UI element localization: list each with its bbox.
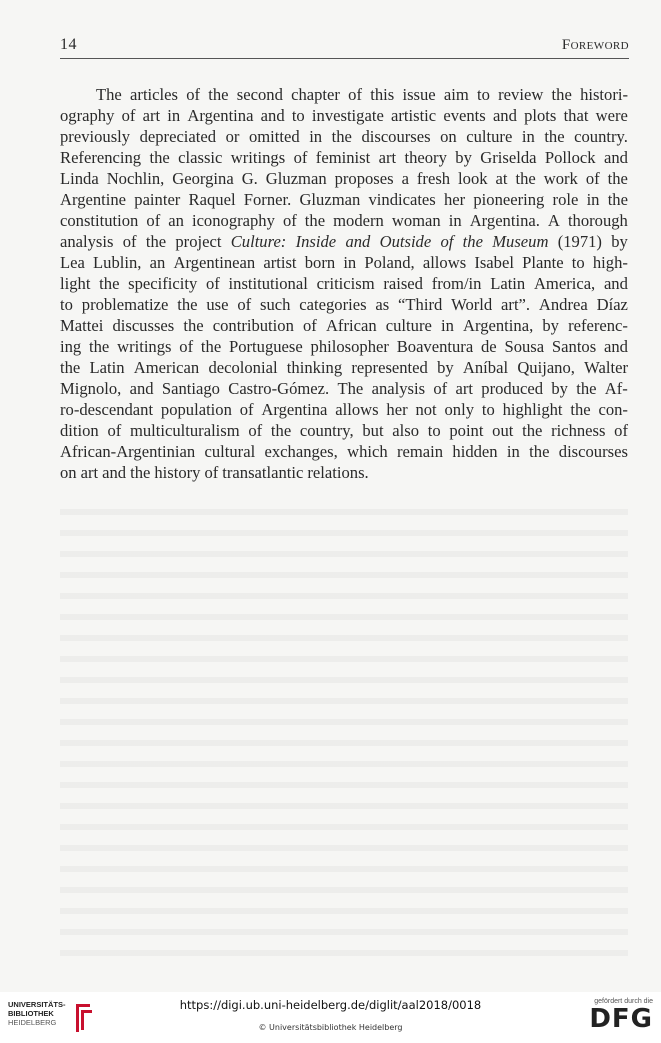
text-line bbox=[60, 210, 628, 231]
word: art bbox=[378, 148, 397, 167]
word: country. bbox=[574, 127, 628, 146]
word: and bbox=[345, 232, 371, 251]
word: of bbox=[614, 421, 628, 440]
word: the bbox=[515, 169, 536, 188]
word: by bbox=[437, 358, 454, 377]
word: the bbox=[177, 295, 198, 314]
funding-label: gefördert durch die bbox=[594, 998, 653, 1005]
word: in bbox=[448, 211, 462, 230]
word: fresh bbox=[416, 169, 451, 188]
word: Aníbal bbox=[462, 358, 509, 377]
text-line bbox=[60, 147, 628, 168]
word: discusses bbox=[112, 316, 175, 335]
word: second bbox=[236, 85, 283, 104]
word: to bbox=[481, 400, 495, 419]
word: or bbox=[225, 127, 240, 146]
word: but bbox=[362, 421, 384, 440]
word: which bbox=[347, 442, 388, 461]
word: allows bbox=[422, 253, 467, 272]
word: Museum bbox=[492, 232, 549, 251]
word: by bbox=[542, 316, 559, 335]
word: pioneering bbox=[473, 190, 545, 209]
word: of bbox=[107, 421, 122, 440]
word: exchanges, bbox=[264, 442, 338, 461]
viewer-footer bbox=[0, 992, 661, 1043]
word: in bbox=[586, 190, 600, 209]
word: only bbox=[444, 400, 475, 419]
word: issue bbox=[402, 85, 436, 104]
word: and bbox=[492, 106, 517, 125]
body-paragraph bbox=[60, 84, 628, 483]
word: institutional bbox=[228, 274, 308, 293]
word: her bbox=[443, 190, 466, 209]
text-line bbox=[60, 252, 628, 273]
word: art bbox=[142, 106, 161, 125]
word: of bbox=[440, 232, 454, 251]
text-line bbox=[60, 399, 628, 420]
word: and bbox=[603, 337, 628, 356]
text-line bbox=[60, 189, 628, 210]
word: categories bbox=[299, 295, 367, 314]
text-line bbox=[60, 84, 628, 105]
word: constitution bbox=[60, 211, 139, 230]
word: of bbox=[585, 169, 600, 188]
word: culture bbox=[466, 127, 513, 146]
word: Pollock bbox=[544, 148, 596, 167]
word: con- bbox=[598, 400, 628, 419]
word: ography bbox=[60, 106, 115, 125]
word: Griselda bbox=[480, 148, 537, 167]
word: highlight bbox=[502, 400, 563, 419]
word: feminist bbox=[315, 148, 371, 167]
word: American bbox=[133, 358, 200, 377]
word: the bbox=[304, 211, 326, 230]
word: Forner. bbox=[243, 190, 292, 209]
word: of bbox=[237, 295, 252, 314]
word: born bbox=[304, 253, 336, 272]
word: theory bbox=[404, 148, 447, 167]
word: the bbox=[331, 127, 352, 146]
word: of bbox=[186, 85, 201, 104]
word: allows bbox=[335, 400, 379, 419]
text-line bbox=[60, 294, 628, 315]
word: ro-descendant bbox=[60, 400, 154, 419]
word: of bbox=[204, 463, 219, 482]
word: Argentina bbox=[187, 106, 254, 125]
word: writings bbox=[230, 148, 286, 167]
word: omitted bbox=[248, 127, 300, 146]
text-line bbox=[60, 462, 628, 483]
running-head: Foreword bbox=[561, 37, 629, 53]
word: art bbox=[455, 379, 473, 398]
word: contribution bbox=[212, 316, 294, 335]
word: to bbox=[60, 295, 73, 314]
word: painter bbox=[134, 190, 181, 209]
word: Linda bbox=[60, 169, 99, 188]
word: the bbox=[200, 337, 222, 356]
word: the bbox=[60, 358, 81, 377]
word: and bbox=[603, 148, 628, 167]
word: Gluzman bbox=[265, 169, 327, 188]
word: the bbox=[576, 379, 597, 398]
word: at bbox=[495, 169, 508, 188]
word: dition bbox=[60, 421, 99, 440]
word: America, bbox=[533, 274, 596, 293]
word: Af- bbox=[604, 379, 628, 398]
word: criticism bbox=[316, 274, 375, 293]
word: the bbox=[183, 316, 204, 335]
word: writings bbox=[117, 337, 172, 356]
word: of bbox=[121, 106, 136, 125]
word: and bbox=[603, 274, 628, 293]
word: the bbox=[522, 421, 543, 440]
word: of bbox=[206, 274, 220, 293]
text-line bbox=[60, 378, 628, 399]
word: on bbox=[60, 463, 77, 482]
word: discourses bbox=[361, 127, 431, 146]
word: the bbox=[462, 232, 483, 251]
text-line bbox=[60, 336, 628, 357]
word: Plante bbox=[522, 253, 564, 272]
word: high- bbox=[592, 253, 628, 272]
word: of bbox=[433, 379, 448, 398]
word: by bbox=[551, 379, 568, 398]
word: World bbox=[451, 295, 493, 314]
word: Sousa bbox=[504, 337, 545, 356]
word: articles bbox=[130, 85, 178, 104]
word: G. bbox=[241, 169, 258, 188]
word: the bbox=[270, 421, 292, 440]
word: the bbox=[551, 85, 572, 104]
text-line bbox=[60, 315, 628, 336]
word: were bbox=[595, 106, 628, 125]
word: Isabel bbox=[474, 253, 514, 272]
word: (1971) bbox=[557, 232, 602, 251]
word: in bbox=[167, 106, 181, 125]
word: produced bbox=[481, 379, 544, 398]
word: an bbox=[149, 253, 166, 272]
word: Portuguese bbox=[229, 337, 303, 356]
word: light bbox=[60, 274, 91, 293]
word: cultural bbox=[204, 442, 256, 461]
word: to bbox=[571, 253, 585, 272]
word: Lublin, bbox=[93, 253, 142, 272]
word: multiculturalism bbox=[129, 421, 240, 440]
word: to bbox=[427, 421, 441, 440]
word: art”. bbox=[501, 295, 531, 314]
word: of bbox=[293, 148, 308, 167]
word: Quijano, bbox=[517, 358, 575, 377]
word: thorough bbox=[567, 211, 628, 230]
word: the bbox=[570, 400, 591, 419]
word: artist bbox=[263, 253, 297, 272]
word: Gluzman bbox=[299, 190, 361, 209]
word: Outside bbox=[379, 232, 432, 251]
word: in bbox=[440, 316, 454, 335]
word: the bbox=[99, 274, 120, 293]
word: chapter bbox=[291, 85, 340, 104]
word: also bbox=[392, 421, 420, 440]
word: that bbox=[563, 106, 589, 125]
word: woman bbox=[391, 211, 441, 230]
text-line bbox=[60, 105, 628, 126]
word: the bbox=[208, 85, 229, 104]
word: iconography bbox=[191, 211, 275, 230]
word: role bbox=[552, 190, 579, 209]
word: Argentine bbox=[60, 190, 127, 209]
word: in bbox=[309, 127, 323, 146]
word: Argentina bbox=[261, 400, 328, 419]
text-line bbox=[60, 168, 628, 189]
word: problematize bbox=[81, 295, 169, 314]
word: specificity bbox=[128, 274, 198, 293]
word: Boaventura bbox=[396, 337, 474, 356]
word: thinking bbox=[286, 358, 343, 377]
word: the bbox=[130, 463, 151, 482]
word: review bbox=[498, 85, 544, 104]
word: aim bbox=[443, 85, 469, 104]
word: ing bbox=[60, 337, 82, 356]
word: hidden bbox=[452, 442, 498, 461]
word: raised bbox=[383, 274, 423, 293]
word: Mattei bbox=[60, 316, 104, 335]
word: Santiago bbox=[161, 379, 220, 398]
word: artistic bbox=[391, 106, 437, 125]
word: by bbox=[611, 232, 628, 251]
word: out bbox=[492, 421, 514, 440]
word: histori- bbox=[580, 85, 628, 104]
word: of bbox=[303, 316, 317, 335]
word: decolonial bbox=[208, 358, 278, 377]
bleed-through-text bbox=[60, 500, 628, 960]
word: culture bbox=[385, 316, 432, 335]
word: Nochlin, bbox=[106, 169, 165, 188]
word: Georgina bbox=[172, 169, 234, 188]
word: Latin bbox=[490, 274, 526, 293]
library-name-line2: BIBLIOTHEK bbox=[8, 1009, 54, 1018]
word: Referencing bbox=[60, 148, 142, 167]
word: the bbox=[607, 169, 628, 188]
word: transatlantic bbox=[222, 463, 304, 482]
word: de bbox=[481, 337, 497, 356]
word: Santos bbox=[551, 337, 597, 356]
word: a bbox=[401, 169, 409, 188]
word: classic bbox=[178, 148, 223, 167]
word: events bbox=[443, 106, 486, 125]
word: country, bbox=[299, 421, 354, 440]
word: look bbox=[458, 169, 488, 188]
word: and bbox=[102, 463, 127, 482]
word: Inside bbox=[295, 232, 337, 251]
word: Argentina. bbox=[469, 211, 540, 230]
word: analysis bbox=[371, 379, 426, 398]
page-header bbox=[60, 34, 629, 59]
word: history bbox=[154, 463, 201, 482]
word: Castro-Gómez. bbox=[228, 379, 330, 398]
word: Latin bbox=[89, 358, 125, 377]
word: Raquel bbox=[188, 190, 236, 209]
word: in bbox=[343, 253, 357, 272]
word: to bbox=[477, 85, 490, 104]
word: the bbox=[89, 337, 110, 356]
word: plots bbox=[524, 106, 557, 125]
word: The bbox=[96, 85, 122, 104]
word: A bbox=[547, 211, 560, 230]
word: represented bbox=[351, 358, 428, 377]
word: previously bbox=[60, 127, 131, 146]
word: of bbox=[146, 211, 161, 230]
word: of bbox=[248, 421, 263, 440]
word: the bbox=[607, 190, 628, 209]
word: of bbox=[282, 211, 297, 230]
word: vindicates bbox=[368, 190, 436, 209]
word: this bbox=[370, 85, 395, 104]
word: Walter bbox=[584, 358, 628, 377]
word: not bbox=[415, 400, 437, 419]
copyright-notice: © Universitätsbibliothek Heidelberg bbox=[258, 1023, 403, 1032]
word: of bbox=[348, 85, 362, 104]
text-line bbox=[60, 357, 628, 378]
word: the bbox=[529, 442, 550, 461]
word: “Third bbox=[398, 295, 443, 314]
word: depreciated bbox=[139, 127, 217, 146]
word: philosopher bbox=[310, 337, 389, 356]
word: Culture: bbox=[230, 232, 287, 251]
word: referenc- bbox=[568, 316, 628, 335]
word: Lea bbox=[60, 253, 85, 272]
word: the bbox=[145, 232, 167, 251]
word: modern bbox=[333, 211, 384, 230]
dfg-wordmark: DFG bbox=[589, 1004, 653, 1034]
word: analysis bbox=[60, 232, 114, 251]
word: remain bbox=[397, 442, 444, 461]
text-line bbox=[60, 126, 628, 147]
word: in bbox=[506, 442, 520, 461]
word: project bbox=[175, 232, 222, 251]
word: proposes bbox=[334, 169, 394, 188]
word: an bbox=[168, 211, 184, 230]
word: The bbox=[337, 379, 364, 398]
word: of bbox=[122, 232, 137, 251]
text-line bbox=[60, 420, 628, 441]
dfg-logo[interactable] bbox=[577, 998, 653, 1033]
word: from/in bbox=[431, 274, 482, 293]
text-line bbox=[60, 441, 628, 462]
word: by bbox=[455, 148, 472, 167]
word: on bbox=[440, 127, 457, 146]
word: work bbox=[543, 169, 578, 188]
word: and bbox=[260, 106, 285, 125]
word: point bbox=[449, 421, 484, 440]
word: population bbox=[160, 400, 232, 419]
word: richness bbox=[551, 421, 606, 440]
word: Argentinean bbox=[173, 253, 256, 272]
library-name-line3: HEIDELBERG bbox=[8, 1018, 57, 1027]
word: discourses bbox=[558, 442, 628, 461]
word: such bbox=[260, 295, 291, 314]
word: and bbox=[129, 379, 154, 398]
text-line bbox=[60, 273, 628, 294]
word: art bbox=[80, 463, 99, 482]
word: the bbox=[544, 127, 565, 146]
word: of bbox=[179, 337, 194, 356]
word: use bbox=[206, 295, 229, 314]
word: relations. bbox=[307, 463, 369, 482]
word: to bbox=[291, 106, 305, 125]
word: of bbox=[239, 400, 254, 419]
word: Argentina, bbox=[463, 316, 534, 335]
word: the bbox=[149, 148, 170, 167]
word: her bbox=[386, 400, 408, 419]
word: Poland, bbox=[364, 253, 415, 272]
page-number: 14 bbox=[60, 36, 77, 53]
page-url-link[interactable]: https://digi.ub.uni-heidelberg.de/diglit/aal2018/0018 bbox=[179, 998, 482, 1012]
word: African-Argentinian bbox=[60, 442, 196, 461]
text-line bbox=[60, 231, 628, 252]
word: Díaz bbox=[596, 295, 628, 314]
library-name-line1: UNIVERSITÄTS- bbox=[8, 1000, 66, 1009]
word: in bbox=[521, 127, 535, 146]
word: African bbox=[325, 316, 377, 335]
word: Mignolo, bbox=[60, 379, 122, 398]
word: as bbox=[375, 295, 390, 314]
word: Andrea bbox=[538, 295, 588, 314]
word: investigate bbox=[311, 106, 384, 125]
